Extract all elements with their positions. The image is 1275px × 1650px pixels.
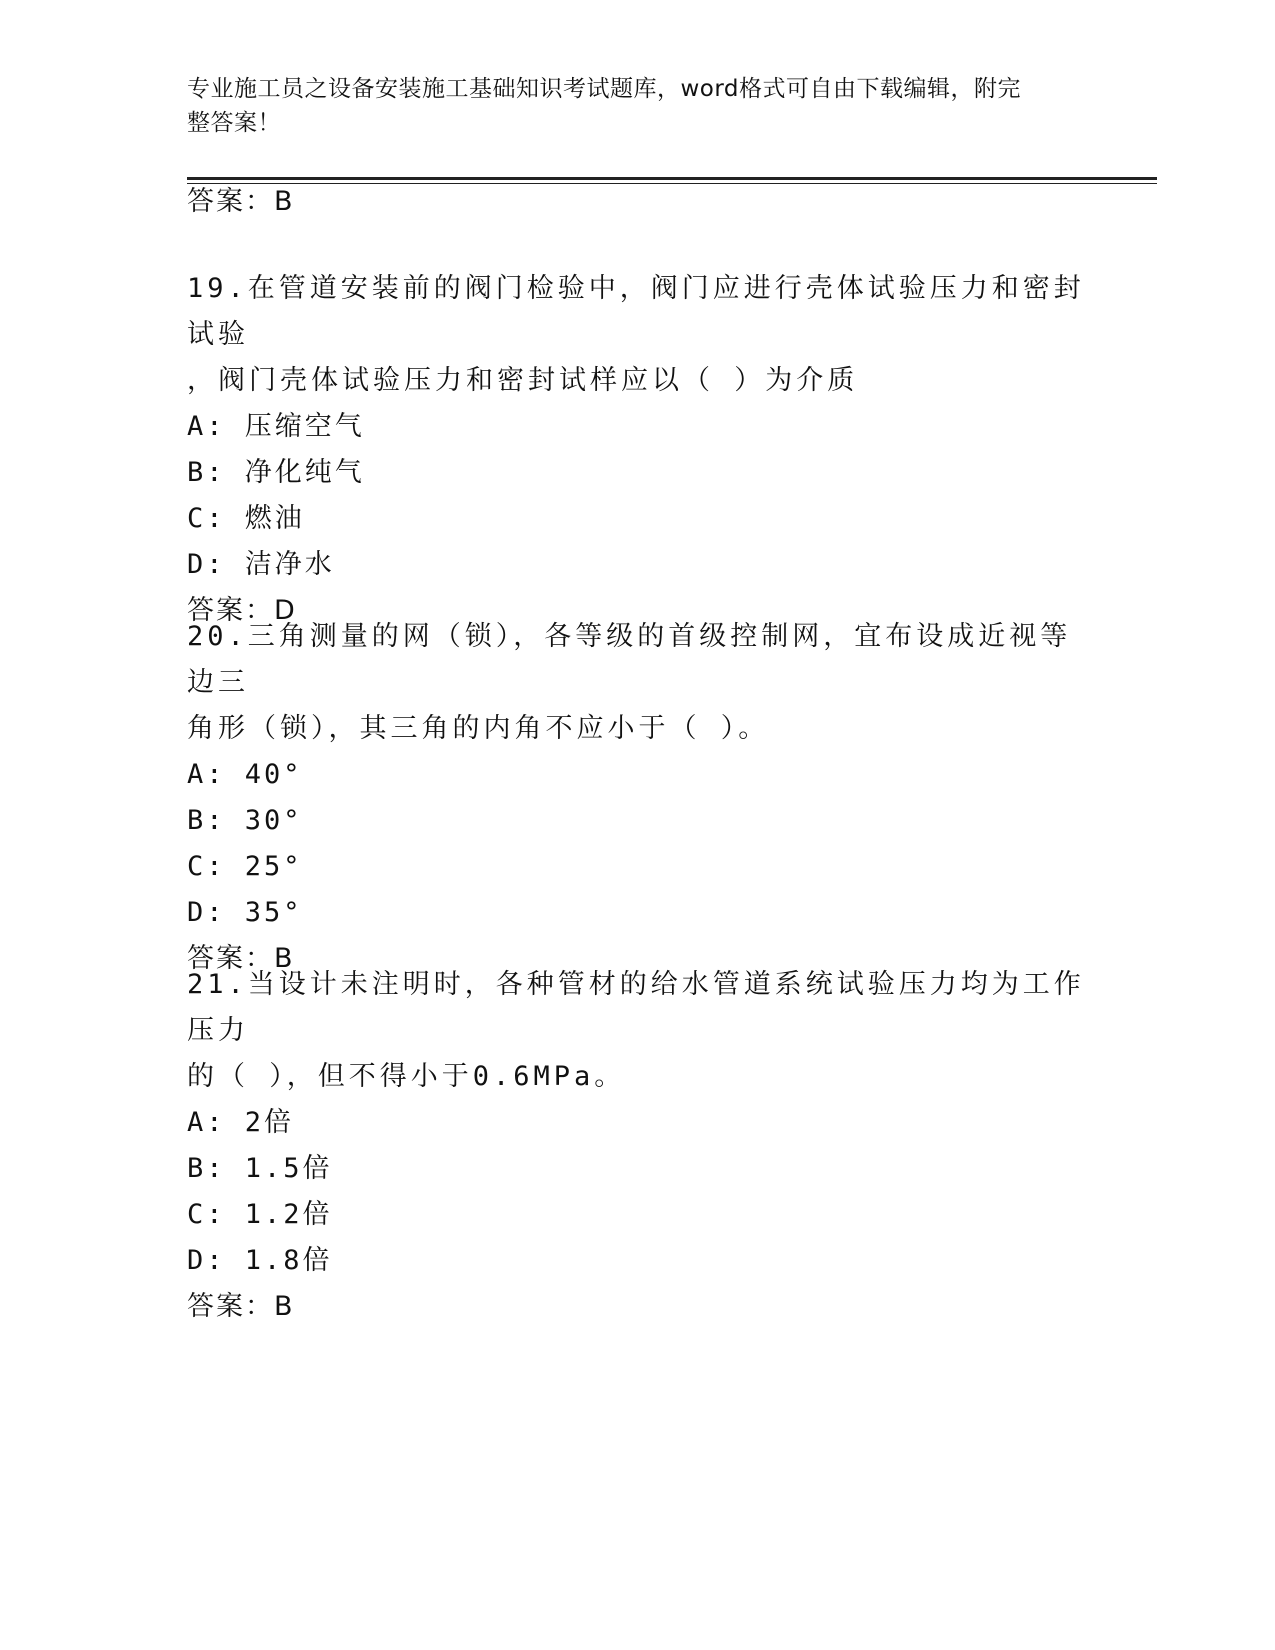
question-stem-line-2: ，阀门壳体试验压力和密封试样应以（ ）为介质 xyxy=(187,365,859,396)
question-stem-line-2: 的（ ），但不得小于0.6MPa。 xyxy=(187,1061,626,1092)
question-answer: 答案：B xyxy=(187,943,295,974)
document-page xyxy=(187,0,1157,1650)
option-c: C: 1.2倍 xyxy=(187,1199,333,1230)
question-stem-line-2: 角形（锁），其三角的内角不应小于（ ）。 xyxy=(187,713,770,744)
question-19 xyxy=(187,266,1087,634)
question-answer: 答案：B xyxy=(187,1291,295,1322)
previous-answer: 答案：B xyxy=(187,186,295,217)
option-b: B: 1.5倍 xyxy=(187,1153,333,1184)
option-a: A: 2倍 xyxy=(187,1107,295,1138)
header-divider-thick xyxy=(187,177,1157,180)
header-divider-thin xyxy=(187,183,1157,184)
option-c: C: 燃油 xyxy=(187,503,305,534)
option-a: A: 40° xyxy=(187,759,303,790)
document-header xyxy=(187,72,1067,140)
option-a: A: 压缩空气 xyxy=(187,411,365,442)
option-c: C: 25° xyxy=(187,851,303,882)
header-line-1: 专业施工员之设备安装施工基础知识考试题库，word格式可自由下载编辑，附完 xyxy=(187,76,1022,102)
option-b: B: 30° xyxy=(187,805,303,836)
option-b: B: 净化纯气 xyxy=(187,457,365,488)
question-stem-line-1: 19.在管道安装前的阀门检验中，阀门应进行壳体试验压力和密封试验 xyxy=(187,273,1085,350)
question-21 xyxy=(187,962,1087,1330)
question-stem-line-1: 21.当设计未注明时，各种管材的给水管道系统试验压力均为工作压力 xyxy=(187,969,1085,1046)
question-stem-line-1: 20.三角测量的网（锁），各等级的首级控制网，宜布设成近视等边三 xyxy=(187,621,1072,698)
option-d: D: 1.8倍 xyxy=(187,1245,333,1276)
option-d: D: 35° xyxy=(187,897,303,928)
question-20 xyxy=(187,614,1087,982)
option-d: D: 洁净水 xyxy=(187,549,335,580)
header-line-2: 整答案！ xyxy=(187,110,281,136)
question-answer: 答案：D xyxy=(187,595,297,626)
